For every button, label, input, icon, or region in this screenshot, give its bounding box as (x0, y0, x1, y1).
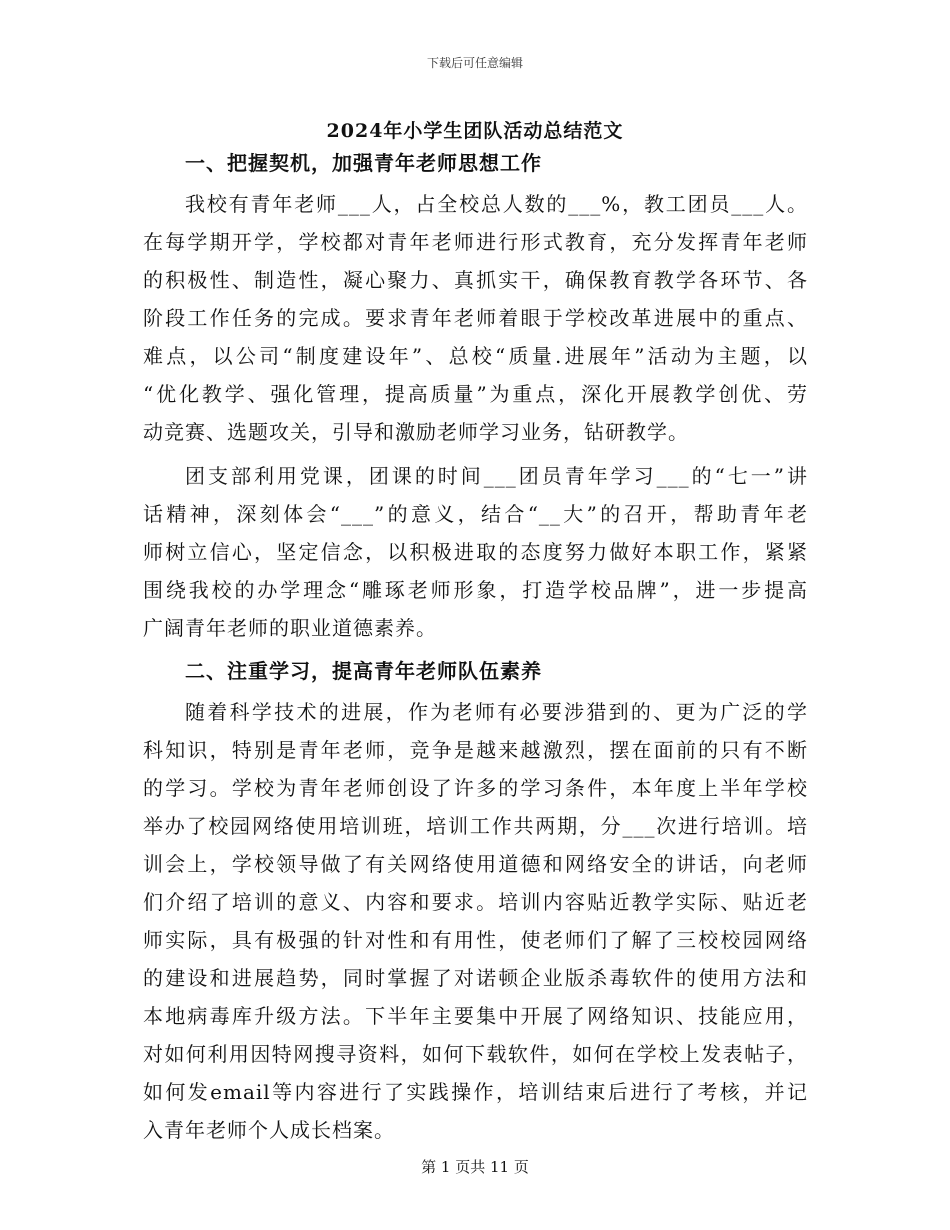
paragraph-line: 对如何利用因特网搜寻资料，如何下载软件，如何在学校上发表帖子， (143, 1042, 808, 1066)
paragraph-line: 的积极性、制造性，凝心聚力、真抓实干，确保教育教学各环节、各 (143, 268, 808, 292)
paragraph-line: 们介绍了培训的意义、内容和要求。培训内容贴近教学实际、贴近老 (143, 890, 808, 914)
section-1-paragraph-2 (143, 457, 808, 647)
paragraph-line: 本地病毒库升级方法。下半年主要集中开展了网络知识、技能应用， (143, 1004, 808, 1028)
paragraph-line: 动竞赛、选题攻关，引导和激励老师学习业务，钻研教学。 (143, 420, 689, 444)
paragraph-line: 举办了校园网络使用培训班，培训工作共两期，分___次进行培训。培 (143, 814, 808, 838)
paragraph-line: 师实际，具有极强的针对性和有用性，使老师们了解了三校校园网络 (143, 928, 808, 952)
paragraph-line: 难点，以公司“制度建设年”、总校“质量.进展年”活动为主题，以 (143, 344, 808, 368)
paragraph-line: 入青年老师个人成长档案。 (143, 1118, 395, 1142)
paragraph-line: 话精神，深刻体会“___”的意义，结合“__大”的召开，帮助青年老 (143, 502, 808, 526)
paragraph-line: 师树立信心，坚定信念，以积极进取的态度努力做好本职工作，紧紧 (143, 540, 808, 564)
paragraph-line: 在每学期开学，学校都对青年老师进行形式教育，充分发挥青年老师 (143, 230, 808, 254)
paragraph-line: 随着科学技术的进展，作为老师有必要涉猎到的、更为广泛的学 (185, 700, 808, 724)
paragraph-line: “优化教学、强化管理，提高质量”为重点，深化开展教学创优、劳 (143, 382, 808, 406)
paragraph-line: 阶段工作任务的完成。要求青年老师着眼于学校改革进展中的重点、 (143, 306, 808, 330)
paragraph-line: 科知识，特别是青年老师，竞争是越来越激烈，摆在面前的只有不断 (143, 738, 808, 762)
paragraph-line: 训会上，学校领导做了有关网络使用道德和网络安全的讲话，向老师 (143, 852, 808, 876)
page-footer: 第 1 页共 11 页 (421, 1158, 529, 1176)
section-1-heading: 一、把握契机，加强青年老师思想工作 (185, 151, 542, 175)
section-2-heading: 二、注重学习，提高青年老师队伍素养 (185, 659, 542, 683)
paragraph-line: 的建设和进展趋势，同时掌握了对诺顿企业版杀毒软件的使用方法和 (143, 966, 808, 990)
section-1-paragraph-1 (143, 185, 808, 451)
paragraph-line: 广阔青年老师的职业道德素养。 (143, 616, 437, 640)
document-title: 2024年小学生团队活动总结范文 (326, 120, 624, 142)
document-body (143, 147, 808, 1149)
paragraph-line: 我校有青年老师___人，占全校总人数的___%，教工团员___人。 (185, 192, 808, 216)
paragraph-line: 的学习。学校为青年老师创设了许多的学习条件，本年度上半年学校 (143, 776, 808, 800)
page-header: 下载后可任意编辑 (426, 56, 523, 70)
paragraph-line: 围绕我校的办学理念“雕琢老师形象，打造学校品牌”，进一步提高 (143, 578, 808, 602)
paragraph-line: 如何发email等内容进行了实践操作，培训结束后进行了考核，并记 (143, 1080, 808, 1104)
section-2-paragraph-1 (143, 693, 808, 1149)
paragraph-line: 团支部利用党课，团课的时间___团员青年学习___的“七一”讲 (185, 464, 808, 488)
